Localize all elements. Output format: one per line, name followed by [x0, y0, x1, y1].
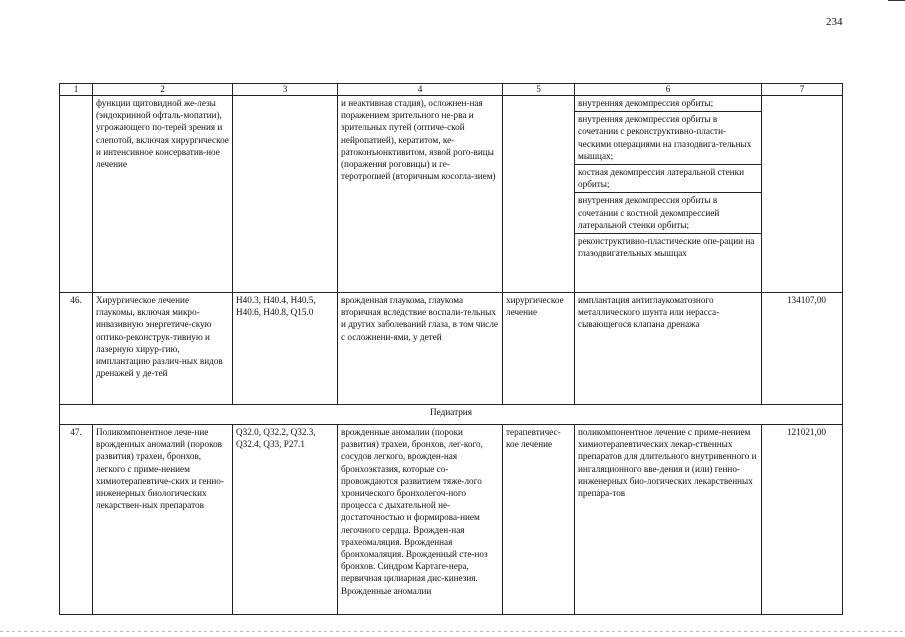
service-name-cell: функции щитовидной же-лезы (эндокринной офталь-мопатии), угрожающего по-терей зрения и слепотой, включая хирургическое и интенсивное консерватив-ное лечение — [93, 96, 233, 293]
section-title: Педиатрия — [60, 405, 843, 425]
treatment-method: костная декомпрессия латеральной стенки орбиты; — [575, 165, 761, 193]
table-row-continuation — [60, 96, 843, 293]
section-row — [60, 405, 843, 425]
service-name-cell: Поликомпонентное лече-ние врожденных аномалий (пороков развития) трахеи, бронхов, легкого с приме-нением химиотерапевтиче-ских и генно-инженерных биологических лекарствен-ных препаратов — [93, 425, 233, 615]
table-row — [60, 425, 843, 615]
column-header: 2 — [93, 84, 233, 96]
services-table — [59, 83, 843, 615]
column-header: 3 — [233, 84, 338, 96]
patient-model-cell: врожденные аномалии (пороки развития) трахеи, бронхов, лег-кого, сосудов легкого, врожден-ная бронхоэктазия, которые со-провождаются развитием тяже-лого хронического бронхолегоч-ного процесса с дыхательной не-достаточностью и формирова-нием легочного сердца. Врожден-ная трахеомаляция. Врожденная бронхомаляция. Врожденный сте-ноз бронхов. Синдром Картаге-нера, первичная цилиарная дис-кинезия. Врожденные аномалии — [338, 425, 503, 615]
icd-codes-cell — [233, 96, 338, 293]
treatment-method: внутренняя декомпрессия орбиты в сочетании с костной декомпрессией латеральной стенки орбиты; — [575, 193, 761, 234]
treatment-type-cell — [503, 96, 575, 293]
treatment-type-cell: терапевтичес-кое лечение — [503, 425, 575, 615]
icd-codes-cell: H40.3, H40.4, H40.5, H40.6, H40.8, Q15.0 — [233, 293, 338, 405]
column-header: 4 — [338, 84, 503, 96]
service-name-cell: Хирургическое лечение глаукомы, включая микро-инвазивную энергетиче-скую оптико-реконструк-тивную и лазерную хирур-гию, имплантацию различ-ных видов дренажей у де-тей — [93, 293, 233, 405]
row-number-cell: 46. — [60, 293, 93, 405]
treatment-method: внутренняя декомпрессия орбиты; — [575, 96, 761, 112]
column-header-row — [60, 84, 843, 96]
treatment-method: внутренняя декомпрессия орбиты в сочетании с реконструктивно-пласти-ческими операциями на глазодвига-тельных мышцах; — [575, 112, 761, 165]
treatment-type-cell: хирургическое лечение — [503, 293, 575, 405]
page-number: 234 — [826, 16, 843, 28]
treatment-method-cell: поликомпонентное лечение с приме-нением химиотерапевтических лекар-ственных препаратов для длительного внутривенного и ингаляционного вве-дения и (или) генно-инженерных био-логических лекарственных препара-тов — [575, 425, 762, 615]
scan-bottom-edge — [0, 631, 905, 632]
column-header: 6 — [575, 84, 762, 96]
treatment-methods-cell — [575, 96, 762, 293]
table-row — [60, 293, 843, 405]
treatment-method-cell: имплантация антиглаукоматозного металлического шунта или нерасса-сывающегося клапана дренажа — [575, 293, 762, 405]
cost-cell: 121021,00 — [762, 425, 843, 615]
patient-model-cell: врожденная глаукома, глаукома вторичная вследствие воспали-тельных и других заболеваний глаза, в том числе с осложнени-ями, у детей — [338, 293, 503, 405]
cost-cell: 134107,00 — [762, 293, 843, 405]
patient-model-cell: и неактивная стадия), осложнен-ная поражением зрительного не-рва и зрительных путей (оптиче-ской нейропатией), кератитом, ке-ратоконъюнктивитом, язвой рого-вицы (поражения роговицы) и ге-теротропией (вторичным косогла-зием) — [338, 96, 503, 293]
row-number-cell — [60, 96, 93, 293]
column-header: 5 — [503, 84, 575, 96]
column-header: 7 — [762, 84, 843, 96]
icd-codes-cell: Q32.0, Q32.2, Q32.3, Q32.4, Q33, P27.1 — [233, 425, 338, 615]
cost-cell — [762, 96, 843, 293]
scan-corner-mark — [888, 0, 905, 1]
row-number-cell: 47. — [60, 425, 93, 615]
treatment-method: реконструктивно-пластические опе-рации на глазодвигательных мышцах — [578, 236, 755, 259]
column-header: 1 — [60, 84, 93, 96]
